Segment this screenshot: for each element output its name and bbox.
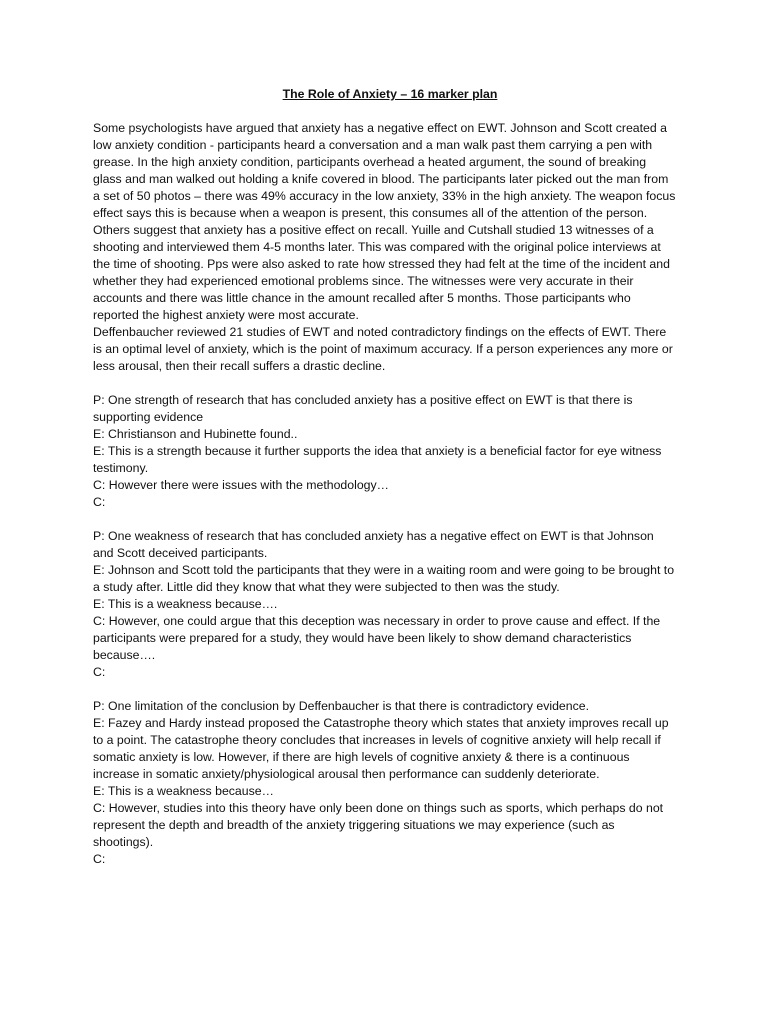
intro-section [93, 120, 677, 375]
document-title: The Role of Anxiety – 16 marker plan [282, 87, 498, 101]
peel-weakness-section [93, 528, 677, 681]
peel-limitation-section [93, 698, 677, 868]
peel1-conclusion: C: [93, 495, 106, 509]
intro-paragraph-negative-effect: Some psychologists have argued that anxiety has a negative effect on EWT. Johnson and Scott created a low anxiety condition - participants heard a conversation and a man walk past them carrying a pen with grease. In the high anxiety condition, participants overhead a heated argument, the sound of breaking glass and man walked out holding a knife covered in blood. The participants later picked out the man from a set of 50 photos – there was 49% accuracy in the low anxiety, 33% in the high anxiety. The weapon focus effect says this is because when a weapon is present, this consumes all of the attention of the person. [93, 121, 676, 220]
peel3-counter: C: However, studies into this theory have only been done on things such as sports, which perhaps do not represent the depth and breadth of the anxiety triggering situations we may experience (such as shootings). [93, 801, 664, 849]
peel2-point: P: One weakness of research that has concluded anxiety has a negative effect on EWT is that Johnson and Scott deceived participants. [93, 529, 654, 560]
peel3-conclusion: C: [93, 852, 106, 866]
peel3-evidence: E: Fazey and Hardy instead proposed the Catastrophe theory which states that anxiety improves recall up to a point. The catastrophe theory concludes that increases in levels of cognitive anxiety will help recall if somatic anxiety is low. However, if there are high levels of cognitive anxiety & there is a continuous increase in somatic anxiety/physiological arousal then performance can suddenly deteriorate. [93, 716, 669, 781]
peel-strength-section [93, 392, 677, 511]
peel2-explain: E: This is a weakness because…. [93, 597, 278, 611]
peel1-explain: E: This is a strength because it further supports the idea that anxiety is a beneficial factor for eye witness testimony. [93, 444, 662, 475]
peel2-counter: C: However, one could argue that this deception was necessary in order to prove cause and effect. If the participants were prepared for a study, they would have been likely to show demand characteristics because…. [93, 614, 661, 662]
peel1-point: P: One strength of research that has concluded anxiety has a positive effect on EWT is that there is supporting evidence [93, 393, 633, 424]
peel1-evidence: E: Christianson and Hubinette found.. [93, 427, 298, 441]
spacer [93, 375, 677, 392]
spacer [93, 511, 677, 528]
document-body [93, 86, 677, 868]
spacer [93, 681, 677, 698]
intro-paragraph-positive-effect: Others suggest that anxiety has a positive effect on recall. Yuille and Cutshall studied 13 witnesses of a shooting and interviewed them 4-5 months later. This was compared with the original police interviews at the time of shooting. Pps were also asked to rate how stressed they had felt at the time of the incident and whether they had experienced emotional problems since. The witnesses were very accurate in their accounts and there was little chance in the amount recalled after 5 months. Those participants who reported the highest anxiety were most accurate. [93, 223, 670, 322]
peel3-explain: E: This is a weakness because… [93, 784, 274, 798]
intro-paragraph-deffenbaucher: Deffenbaucher reviewed 21 studies of EWT and noted contradictory findings on the effects of EWT. There is an optimal level of anxiety, which is the point of maximum accuracy. If a person experiences any more or less arousal, then their recall suffers a drastic decline. [93, 325, 673, 373]
peel3-point: P: One limitation of the conclusion by Deffenbaucher is that there is contradictory evidence. [93, 699, 590, 713]
peel2-conclusion: C: [93, 665, 106, 679]
peel2-evidence: E: Johnson and Scott told the participants that they were in a waiting room and were going to be brought to a study after. Little did they know that what they were subjected to then was the study. [93, 563, 675, 594]
peel1-counter: C: However there were issues with the methodology… [93, 478, 389, 492]
